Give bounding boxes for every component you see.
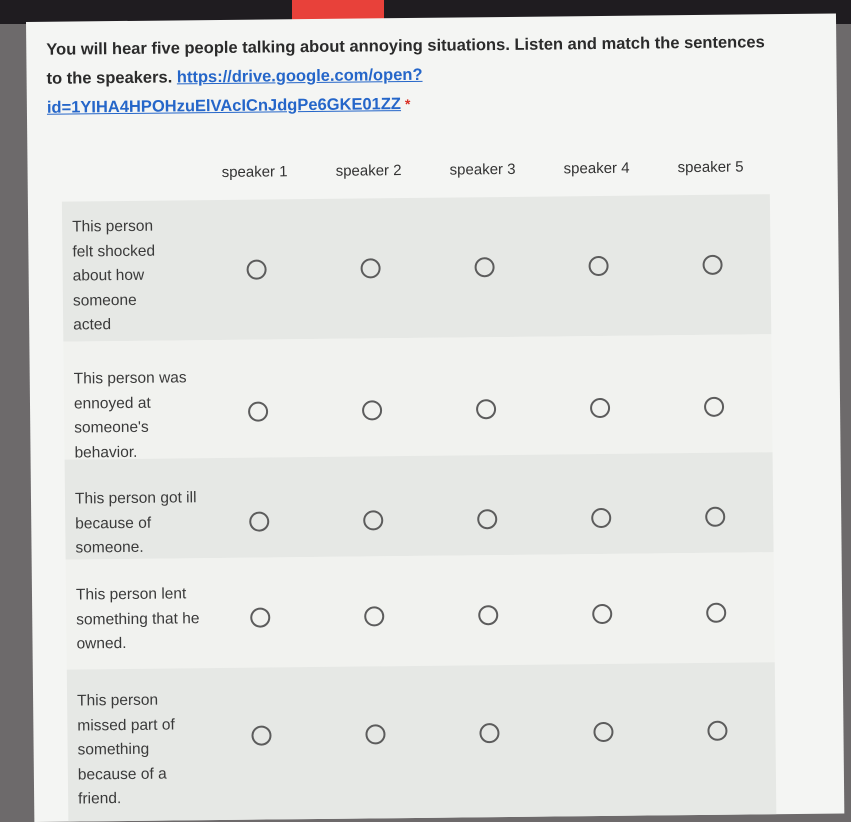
radio-row5-speaker4[interactable] (593, 722, 613, 742)
audio-link-line1: https://drive.google.com/open? (176, 65, 423, 87)
question-title (46, 28, 767, 123)
grid-row-4 (66, 552, 775, 669)
radio-row5-speaker3[interactable] (479, 723, 499, 743)
column-header-speaker-4: speaker 4 (563, 159, 630, 178)
radio-row3-speaker1[interactable] (249, 511, 269, 531)
column-header-speaker-1: speaker 1 (221, 163, 288, 181)
radio-row4-speaker3[interactable] (478, 605, 498, 625)
grid-row-2 (63, 334, 772, 462)
grid-row-5 (67, 662, 777, 821)
radio-row2-speaker5[interactable] (704, 397, 724, 417)
row-label-3: This person got ill because of someone. (74, 489, 197, 557)
radio-row2-speaker3[interactable] (476, 399, 496, 419)
column-header-speaker-3: speaker 3 (449, 160, 516, 179)
radio-row1-speaker3[interactable] (474, 257, 494, 277)
audio-link-line2: id=1YIHA4HPOHzuElVAcICnJdgPe6GKE01ZZ (46, 95, 402, 117)
row-label-5: This person missed part of something because of a friend. (77, 691, 175, 808)
radio-row5-speaker2[interactable] (365, 724, 385, 744)
required-marker: * (404, 95, 411, 113)
question-text: You will hear five people talking about annoying situations. Listen and match the sentences to the speakers. (46, 33, 765, 88)
radio-row4-speaker2[interactable] (364, 606, 384, 626)
radio-row3-speaker3[interactable] (477, 509, 497, 529)
radio-row4-speaker4[interactable] (592, 604, 612, 624)
grid-row-3 (65, 452, 774, 559)
radio-row1-speaker5[interactable] (702, 255, 722, 275)
column-header-speaker-2: speaker 2 (335, 162, 402, 180)
row-label-1: This person felt shocked about how someone acted (72, 217, 156, 334)
radio-row3-speaker2[interactable] (363, 510, 383, 530)
column-header-speaker-5: speaker 5 (677, 158, 744, 177)
radio-row2-speaker4[interactable] (590, 398, 610, 418)
radio-row5-speaker1[interactable] (251, 725, 271, 745)
radio-row3-speaker5[interactable] (705, 507, 725, 527)
radio-row1-speaker2[interactable] (360, 258, 380, 278)
radio-row4-speaker1[interactable] (250, 607, 270, 627)
grid-row-1 (62, 194, 771, 341)
radio-row2-speaker2[interactable] (362, 400, 382, 420)
radio-row2-speaker1[interactable] (248, 401, 268, 421)
radio-row3-speaker4[interactable] (591, 508, 611, 528)
question-card (26, 14, 844, 822)
radio-row1-speaker4[interactable] (588, 256, 608, 276)
row-label-2: This person was ennoyed at someone's behavior. (73, 369, 187, 462)
radio-row5-speaker5[interactable] (707, 721, 727, 741)
radio-row4-speaker5[interactable] (706, 603, 726, 623)
row-label-4: This person lent something that he owned. (75, 585, 200, 653)
radio-row1-speaker1[interactable] (247, 259, 267, 279)
